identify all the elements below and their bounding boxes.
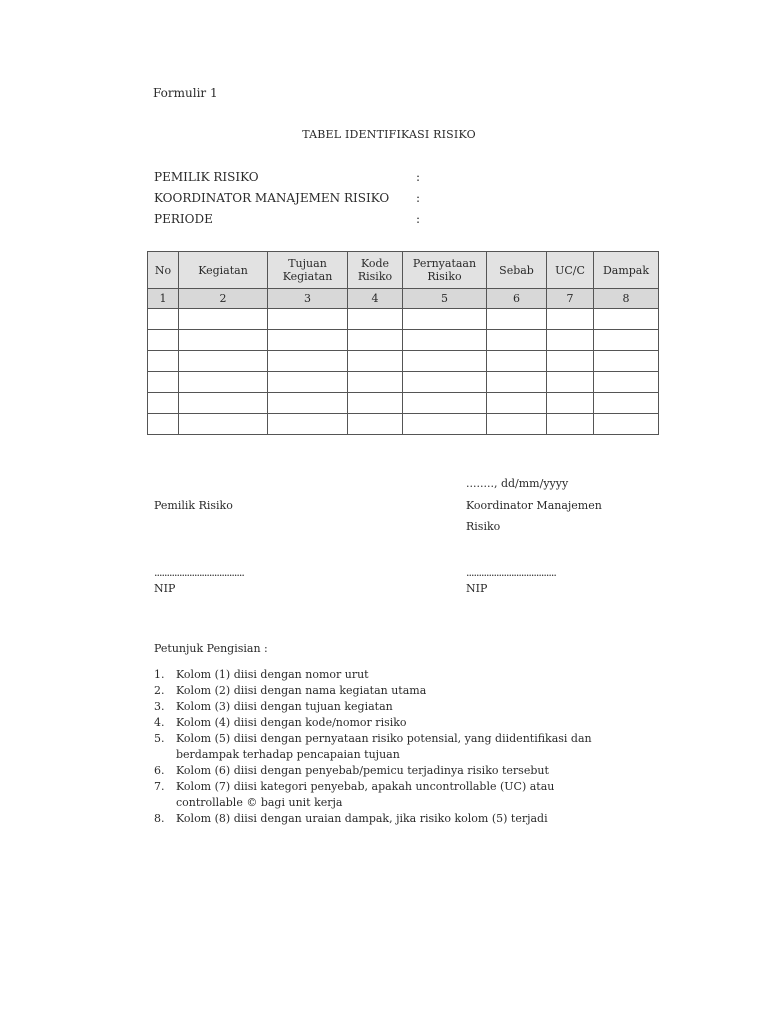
list-item: 8. Kolom (8) diisi dengan uraian dampak, jika risiko kolom (5) terjadi: [154, 812, 548, 825]
field-label-periode: PERIODE: [154, 212, 213, 226]
table-row: [148, 309, 659, 330]
list-item: 5. Kolom (5) diisi dengan pernyataan risiko potensial, yang diidentifikasi dan berdampak terhadap pencapaian tujuan: [154, 732, 592, 761]
table-row: [148, 351, 659, 372]
column-number: 2: [179, 289, 268, 309]
header-kegiatan: Kegiatan: [179, 252, 268, 289]
signature-left-title: Pemilik Risiko: [154, 499, 233, 512]
signature-date: ........, dd/mm/yyyy: [466, 477, 569, 490]
form-label: Formulir 1: [153, 86, 218, 100]
signature-right-title: Koordinator Manajemen: [466, 499, 602, 512]
instructions-list: [154, 667, 614, 827]
nip-left: NIP: [154, 582, 176, 595]
list-item: 4. Kolom (4) diisi dengan kode/nomor risiko: [154, 716, 407, 729]
list-item: 7. Kolom (7) diisi kategori penyebab, apakah uncontrollable (UC) atau controllable © bagi unit kerja: [154, 780, 555, 809]
instructions-heading: Petunjuk Pengisian :: [154, 642, 268, 655]
table-row: [148, 372, 659, 393]
document-title: TABEL IDENTIFIKASI RISIKO: [302, 128, 476, 141]
header-tujuan-kegiatan: Tujuan Kegiatan: [268, 252, 348, 289]
table-row: [148, 393, 659, 414]
column-number: 7: [547, 289, 594, 309]
field-label-koordinator: KOORDINATOR MANAJEMEN RISIKO: [154, 191, 390, 205]
signature-line-right: ....................................: [466, 566, 556, 579]
header-no: No: [148, 252, 179, 289]
list-item: 3. Kolom (3) diisi dengan tujuan kegiatan: [154, 700, 393, 713]
header-sebab: Sebab: [487, 252, 547, 289]
list-item: 2. Kolom (2) diisi dengan nama kegiatan utama: [154, 684, 427, 697]
table-row: [148, 330, 659, 351]
header-dampak: Dampak: [594, 252, 659, 289]
field-label-pemilik: PEMILIK RISIKO: [154, 170, 259, 184]
field-colon: :: [416, 170, 421, 184]
nip-right: NIP: [466, 582, 488, 595]
column-number: 6: [487, 289, 547, 309]
field-colon: :: [416, 212, 421, 226]
column-number: 5: [403, 289, 487, 309]
list-item: 1. Kolom (1) diisi dengan nomor urut: [154, 668, 369, 681]
column-number: 4: [348, 289, 403, 309]
list-item: 6. Kolom (6) diisi dengan penyebab/pemicu terjadinya risiko tersebut: [154, 764, 549, 777]
signature-line-left: ....................................: [154, 566, 244, 579]
header-kode-risiko: Kode Risiko: [348, 252, 403, 289]
column-number: 8: [594, 289, 659, 309]
header-pernyataan-risiko: Pernyataan Risiko: [403, 252, 487, 289]
column-number: 1: [148, 289, 179, 309]
field-colon: :: [416, 191, 421, 205]
column-number: 3: [268, 289, 348, 309]
table-row: [148, 414, 659, 435]
header-uc-c: UC/C: [547, 252, 594, 289]
risk-identification-table: [147, 251, 659, 435]
signature-right-title-cont: Risiko: [466, 520, 501, 533]
